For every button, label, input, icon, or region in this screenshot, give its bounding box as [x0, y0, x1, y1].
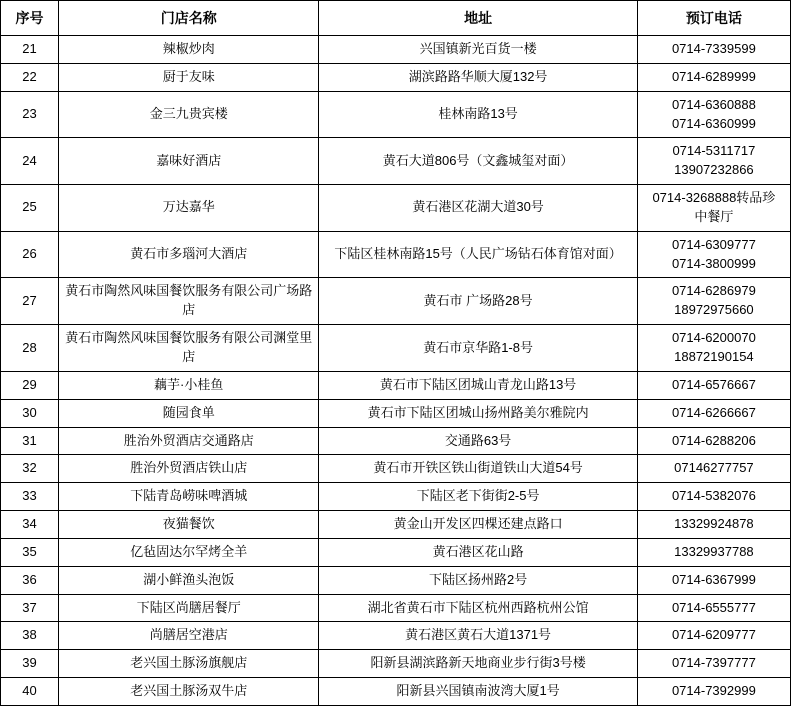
cell-store-name: 随园食单	[59, 399, 319, 427]
cell-phone	[637, 138, 790, 185]
cell-phone	[637, 427, 790, 455]
cell-index: 21	[1, 36, 59, 64]
table-row	[1, 371, 791, 399]
phone-line: 0714-6367999	[671, 571, 756, 587]
phone-line: 13329924878	[674, 516, 754, 532]
cell-address: 下陆区老下街街2-5号	[319, 483, 637, 511]
cell-index: 33	[1, 483, 59, 511]
cell-phone	[637, 91, 790, 138]
table-row	[1, 231, 791, 278]
cell-store-name: 嘉味好酒店	[59, 138, 319, 185]
table-row	[1, 325, 791, 372]
cell-address: 黄石市开铁区铁山街道铁山大道54号	[319, 455, 637, 483]
cell-store-name: 万达嘉华	[59, 185, 319, 232]
cell-index: 40	[1, 678, 59, 706]
cell-phone	[637, 594, 790, 622]
cell-index: 36	[1, 566, 59, 594]
cell-phone	[637, 650, 790, 678]
cell-store-name: 老兴国土豚汤旗舰店	[59, 650, 319, 678]
cell-address: 黄石市 广场路28号	[319, 278, 637, 325]
cell-store-name: 黄石市多瑙河大酒店	[59, 231, 319, 278]
phone-line: 0714-6288206	[671, 432, 756, 448]
cell-address: 阳新县湖滨路新天地商业步行街3号楼	[319, 650, 637, 678]
table-row	[1, 36, 791, 64]
cell-phone	[637, 325, 790, 372]
column-header-store-name: 门店名称	[59, 1, 319, 36]
cell-phone	[637, 185, 790, 232]
cell-phone	[637, 63, 790, 91]
cell-address: 兴国镇新光百货一楼	[319, 36, 637, 64]
table-body	[1, 36, 791, 706]
cell-store-name: 胜治外贸酒店交通路店	[59, 427, 319, 455]
cell-store-name: 下陆青岛崂味啤酒城	[59, 483, 319, 511]
phone-line: 中餐厅	[694, 208, 734, 224]
phone-line: 0714-6289999	[671, 68, 756, 84]
cell-index: 31	[1, 427, 59, 455]
table-row	[1, 427, 791, 455]
cell-phone	[637, 455, 790, 483]
phone-line: 0714-6360999	[671, 115, 756, 131]
cell-store-name: 下陆区尚膳居餐厅	[59, 594, 319, 622]
cell-store-name: 辣椒炒肉	[59, 36, 319, 64]
cell-address: 黄石市下陆区团城山青龙山路13号	[319, 371, 637, 399]
cell-phone	[637, 371, 790, 399]
table-row	[1, 278, 791, 325]
phone-line: 0714-6576667	[671, 376, 756, 392]
cell-phone	[637, 678, 790, 706]
phone-line: 0714-7339599	[671, 41, 756, 56]
cell-phone	[637, 36, 790, 64]
phone-line: 0714-6200070	[671, 330, 756, 346]
cell-address: 湖北省黄石市下陆区杭州西路杭州公馆	[319, 594, 637, 622]
cell-phone	[637, 483, 790, 511]
cell-address: 湖滨路路华顺大厦132号	[319, 63, 637, 91]
cell-phone	[637, 399, 790, 427]
column-header-index: 序号	[1, 1, 59, 36]
cell-address: 黄石市下陆区团城山扬州路美尔雅院内	[319, 399, 637, 427]
table-row	[1, 483, 791, 511]
table-row	[1, 185, 791, 232]
cell-address: 黄石港区黄石大道1371号	[319, 622, 637, 650]
phone-line: 0714-6360888	[671, 96, 756, 112]
table-row	[1, 455, 791, 483]
cell-store-name: 湖小鲜渔头泡饭	[59, 566, 319, 594]
cell-index: 32	[1, 455, 59, 483]
cell-store-name: 藕芋·小桂鱼	[59, 371, 319, 399]
cell-address: 交通路63号	[319, 427, 637, 455]
cell-address: 黄石港区花湖大道30号	[319, 185, 637, 232]
cell-phone	[637, 278, 790, 325]
cell-store-name: 亿毡固达尔罕烤全羊	[59, 538, 319, 566]
phone-line: 0714-6266667	[671, 404, 756, 420]
column-header-phone: 预订电话	[637, 1, 790, 36]
table-row	[1, 91, 791, 138]
phone-line: 0714-7397777	[671, 655, 756, 671]
cell-index: 23	[1, 91, 59, 138]
cell-address: 黄石市京华路1-8号	[319, 325, 637, 372]
cell-index: 25	[1, 185, 59, 232]
phone-line: 0714-6309777	[671, 236, 756, 252]
phone-line: 0714-6555777	[671, 599, 756, 615]
cell-store-name: 尚膳居空港店	[59, 622, 319, 650]
cell-address: 桂林南路13号	[319, 91, 637, 138]
cell-address: 黄金山开发区四棵还建点路口	[319, 511, 637, 539]
cell-phone	[637, 566, 790, 594]
cell-index: 38	[1, 622, 59, 650]
phone-line: 13329937788	[674, 543, 754, 559]
cell-address: 下陆区桂林南路15号（人民广场钻石体育馆对面）	[319, 231, 637, 278]
cell-index: 22	[1, 63, 59, 91]
phone-line: 07146277757	[674, 460, 754, 476]
phone-line: 0714-6286979	[671, 283, 756, 299]
table-row	[1, 566, 791, 594]
cell-index: 37	[1, 594, 59, 622]
cell-index: 34	[1, 511, 59, 539]
cell-store-name: 厨于友味	[59, 63, 319, 91]
column-header-address: 地址	[319, 1, 637, 36]
phone-line: 0714-5311717	[672, 143, 756, 159]
table-row	[1, 678, 791, 706]
table-row	[1, 63, 791, 91]
cell-index: 30	[1, 399, 59, 427]
table-row	[1, 594, 791, 622]
cell-store-name: 金三九贵宾楼	[59, 91, 319, 138]
cell-index: 29	[1, 371, 59, 399]
cell-store-name: 胜治外贸酒店铁山店	[59, 455, 319, 483]
cell-phone	[637, 622, 790, 650]
phone-line: 13907232866	[674, 162, 754, 178]
cell-store-name: 夜猫餐饮	[59, 511, 319, 539]
phone-line: 0714-7392999	[671, 683, 756, 699]
cell-phone	[637, 538, 790, 566]
cell-store-name: 黄石市陶然风味国餐饮服务有限公司渊堂里店	[59, 325, 319, 372]
cell-store-name: 老兴国土豚汤双牛店	[59, 678, 319, 706]
cell-index: 26	[1, 231, 59, 278]
table-header-row	[1, 1, 791, 36]
cell-index: 27	[1, 278, 59, 325]
cell-index: 35	[1, 538, 59, 566]
phone-line: 0714-3268888转品珍	[652, 190, 776, 206]
table-row	[1, 511, 791, 539]
table-row	[1, 622, 791, 650]
cell-index: 28	[1, 325, 59, 372]
cell-address: 黄石大道806号（文鑫城玺对面）	[319, 138, 637, 185]
cell-address: 下陆区扬州路2号	[319, 566, 637, 594]
phone-line: 0714-3800999	[671, 255, 756, 271]
table-row	[1, 138, 791, 185]
cell-phone	[637, 231, 790, 278]
cell-index: 24	[1, 138, 59, 185]
cell-address: 阳新县兴国镇南波湾大厦1号	[319, 678, 637, 706]
table-row	[1, 538, 791, 566]
cell-index: 39	[1, 650, 59, 678]
phone-line: 0714-5382076	[671, 488, 756, 504]
phone-line: 18872190154	[674, 348, 754, 364]
table-row	[1, 650, 791, 678]
phone-line: 0714-6209777	[671, 627, 756, 643]
phone-line: 18972975660	[674, 302, 754, 318]
table-row	[1, 399, 791, 427]
cell-phone	[637, 511, 790, 539]
cell-store-name: 黄石市陶然风味国餐饮服务有限公司广场路店	[59, 278, 319, 325]
cell-address: 黄石港区花山路	[319, 538, 637, 566]
